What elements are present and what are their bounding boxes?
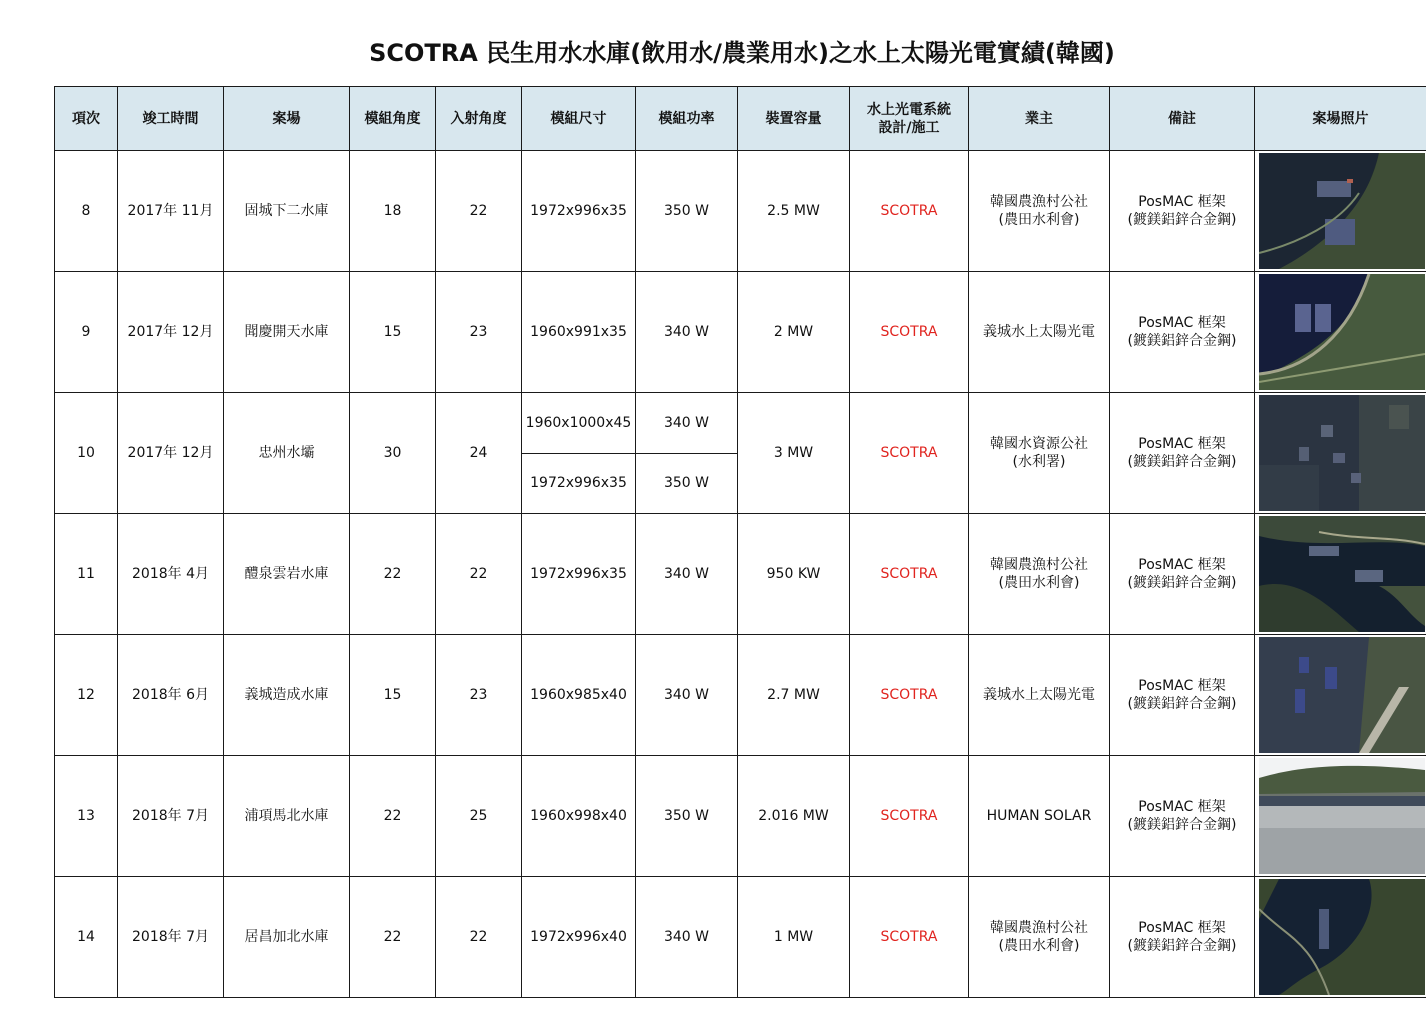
cell-photo xyxy=(1255,514,1426,635)
cell-completion: 2017年 12月 xyxy=(118,393,224,514)
remarks-line2: (鍍鎂鋁鋅合金鋼) xyxy=(1127,575,1237,591)
cell-owner xyxy=(969,877,1110,998)
cell-design: SCOTRA xyxy=(850,877,969,998)
header-completion: 竣工時間 xyxy=(118,87,224,151)
cell-remarks xyxy=(1110,272,1255,393)
cell-module-power: 340 W xyxy=(636,272,738,393)
cell-site: 醴泉雲岩水庫 xyxy=(224,514,350,635)
cell-module-angle: 22 xyxy=(350,756,436,877)
owner-line1: 韓國農漁村公社 xyxy=(990,557,1088,573)
table-row xyxy=(55,877,1426,998)
cell-no: 14 xyxy=(55,877,118,998)
remarks-line1: PosMAC 框架 xyxy=(1138,678,1226,694)
cell-incidence-angle: 25 xyxy=(436,756,522,877)
cell-remarks xyxy=(1110,151,1255,272)
remarks-line2: (鍍鎂鋁鋅合金鋼) xyxy=(1127,938,1237,954)
cell-site: 浦項馬北水庫 xyxy=(224,756,350,877)
cell-owner xyxy=(969,393,1110,514)
header-no: 項次 xyxy=(55,87,118,151)
table-row xyxy=(55,756,1426,877)
cell-no: 11 xyxy=(55,514,118,635)
site-photo xyxy=(1259,637,1425,753)
cell-remarks xyxy=(1110,635,1255,756)
cell-photo xyxy=(1255,877,1426,998)
cell-capacity: 2.5 MW xyxy=(738,151,850,272)
cell-module-size: 1960x991x35 xyxy=(522,272,636,393)
cell-module-angle: 15 xyxy=(350,635,436,756)
cell-site: 聞慶開天水庫 xyxy=(224,272,350,393)
header-incidence-angle: 入射角度 xyxy=(436,87,522,151)
owner-line1: 韓國農漁村公社 xyxy=(990,920,1088,936)
cell-photo xyxy=(1255,272,1426,393)
remarks-line2: (鍍鎂鋁鋅合金鋼) xyxy=(1127,454,1237,470)
header-design xyxy=(850,87,969,151)
cell-design: SCOTRA xyxy=(850,393,969,514)
cell-incidence-angle: 24 xyxy=(436,393,522,514)
cell-incidence-angle: 22 xyxy=(436,514,522,635)
table-row xyxy=(55,393,1426,454)
aerial-photo-image xyxy=(1259,153,1425,269)
cell-no: 9 xyxy=(55,272,118,393)
owner-line1: 韓國農漁村公社 xyxy=(990,194,1088,210)
owner-line1: 韓國水資源公社 xyxy=(990,436,1088,452)
cell-capacity: 2 MW xyxy=(738,272,850,393)
header-design-line2: 設計/施工 xyxy=(878,119,940,136)
cell-module-power: 340 W xyxy=(636,514,738,635)
aerial-photo-image xyxy=(1259,637,1425,753)
owner-line1: 義城水上太陽光電 xyxy=(983,687,1095,703)
landscape-photo-image xyxy=(1259,758,1425,874)
remarks-line1: PosMAC 框架 xyxy=(1138,436,1226,452)
remarks-line1: PosMAC 框架 xyxy=(1138,920,1226,936)
cell-completion: 2017年 12月 xyxy=(118,272,224,393)
header-design-line1: 水上光電系統 xyxy=(867,101,951,118)
header-photo: 案場照片 xyxy=(1255,87,1426,151)
owner-line2: (水利署) xyxy=(1012,454,1066,470)
cell-no: 8 xyxy=(55,151,118,272)
cell-module-power: 340 W xyxy=(636,877,738,998)
owner-line1: HUMAN SOLAR xyxy=(986,808,1092,824)
cell-module-size: 1972x996x40 xyxy=(522,877,636,998)
site-photo xyxy=(1259,274,1425,390)
cell-no: 13 xyxy=(55,756,118,877)
cell-module-angle: 15 xyxy=(350,272,436,393)
site-photo xyxy=(1259,395,1425,511)
table-row xyxy=(55,272,1426,393)
cell-module-size: 1972x996x35 xyxy=(522,453,636,514)
cell-module-size: 1960x1000x45 xyxy=(522,393,636,454)
cell-module-power: 350 W xyxy=(636,756,738,877)
cell-incidence-angle: 22 xyxy=(436,877,522,998)
remarks-line2: (鍍鎂鋁鋅合金鋼) xyxy=(1127,817,1237,833)
cell-design: SCOTRA xyxy=(850,635,969,756)
cell-module-size: 1960x985x40 xyxy=(522,635,636,756)
remarks-line1: PosMAC 框架 xyxy=(1138,799,1226,815)
projects-table xyxy=(54,86,1426,998)
cell-owner xyxy=(969,514,1110,635)
cell-design: SCOTRA xyxy=(850,514,969,635)
page-title: SCOTRA 民生用水水庫(飲用水/農業用水)之水上太陽光電實績(韓國) xyxy=(369,39,1115,67)
cell-capacity: 2.7 MW xyxy=(738,635,850,756)
cell-capacity: 3 MW xyxy=(738,393,850,514)
site-photo xyxy=(1259,758,1425,874)
remarks-line2: (鍍鎂鋁鋅合金鋼) xyxy=(1127,696,1237,712)
remarks-line2: (鍍鎂鋁鋅合金鋼) xyxy=(1127,333,1237,349)
header-owner: 業主 xyxy=(969,87,1110,151)
header-module-size: 模組尺寸 xyxy=(522,87,636,151)
cell-no: 10 xyxy=(55,393,118,514)
cell-module-size: 1960x998x40 xyxy=(522,756,636,877)
cell-completion: 2018年 4月 xyxy=(118,514,224,635)
site-photo xyxy=(1259,516,1425,632)
cell-site: 固城下二水庫 xyxy=(224,151,350,272)
cell-completion: 2018年 7月 xyxy=(118,877,224,998)
cell-remarks xyxy=(1110,514,1255,635)
cell-module-power: 340 W xyxy=(636,635,738,756)
cell-owner xyxy=(969,151,1110,272)
header-site: 案場 xyxy=(224,87,350,151)
cell-photo xyxy=(1255,635,1426,756)
cell-module-power: 350 W xyxy=(636,151,738,272)
cell-completion: 2017年 11月 xyxy=(118,151,224,272)
aerial-photo-image xyxy=(1259,516,1425,632)
cell-completion: 2018年 7月 xyxy=(118,756,224,877)
cell-remarks xyxy=(1110,877,1255,998)
remarks-line1: PosMAC 框架 xyxy=(1138,557,1226,573)
remarks-line2: (鍍鎂鋁鋅合金鋼) xyxy=(1127,212,1237,228)
table-row xyxy=(55,151,1426,272)
cell-module-size: 1972x996x35 xyxy=(522,151,636,272)
cell-module-angle: 22 xyxy=(350,877,436,998)
site-photo xyxy=(1259,879,1425,995)
owner-line2: (農田水利會) xyxy=(998,575,1080,591)
aerial-photo-image xyxy=(1259,395,1425,511)
cell-module-angle: 22 xyxy=(350,514,436,635)
aerial-photo-image xyxy=(1259,274,1425,390)
remarks-line1: PosMAC 框架 xyxy=(1138,194,1226,210)
cell-no: 12 xyxy=(55,635,118,756)
cell-remarks xyxy=(1110,756,1255,877)
cell-photo xyxy=(1255,151,1426,272)
owner-line1: 義城水上太陽光電 xyxy=(983,324,1095,340)
cell-module-angle: 30 xyxy=(350,393,436,514)
table-row xyxy=(55,514,1426,635)
header-module-angle: 模組角度 xyxy=(350,87,436,151)
cell-design: SCOTRA xyxy=(850,272,969,393)
remarks-line1: PosMAC 框架 xyxy=(1138,315,1226,331)
cell-capacity: 2.016 MW xyxy=(738,756,850,877)
cell-incidence-angle: 23 xyxy=(436,272,522,393)
cell-site: 居昌加北水庫 xyxy=(224,877,350,998)
cell-owner xyxy=(969,756,1110,877)
cell-completion: 2018年 6月 xyxy=(118,635,224,756)
aerial-photo-image xyxy=(1259,879,1425,995)
cell-design: SCOTRA xyxy=(850,756,969,877)
cell-photo xyxy=(1255,393,1426,514)
cell-module-angle: 18 xyxy=(350,151,436,272)
site-photo xyxy=(1259,153,1425,269)
cell-incidence-angle: 23 xyxy=(436,635,522,756)
table-row xyxy=(55,635,1426,756)
cell-remarks xyxy=(1110,393,1255,514)
cell-capacity: 1 MW xyxy=(738,877,850,998)
cell-photo xyxy=(1255,756,1426,877)
cell-module-size: 1972x996x35 xyxy=(522,514,636,635)
cell-owner xyxy=(969,272,1110,393)
cell-capacity: 950 KW xyxy=(738,514,850,635)
owner-line2: (農田水利會) xyxy=(998,212,1080,228)
cell-module-power: 340 W xyxy=(636,393,738,454)
owner-line2: (農田水利會) xyxy=(998,938,1080,954)
cell-module-power: 350 W xyxy=(636,453,738,514)
cell-design: SCOTRA xyxy=(850,151,969,272)
header-capacity: 裝置容量 xyxy=(738,87,850,151)
cell-site: 義城造成水庫 xyxy=(224,635,350,756)
cell-owner xyxy=(969,635,1110,756)
header-module-power: 模組功率 xyxy=(636,87,738,151)
header-remarks: 備註 xyxy=(1110,87,1255,151)
cell-site: 忠州水壩 xyxy=(224,393,350,514)
cell-incidence-angle: 22 xyxy=(436,151,522,272)
header-row xyxy=(55,87,1426,151)
